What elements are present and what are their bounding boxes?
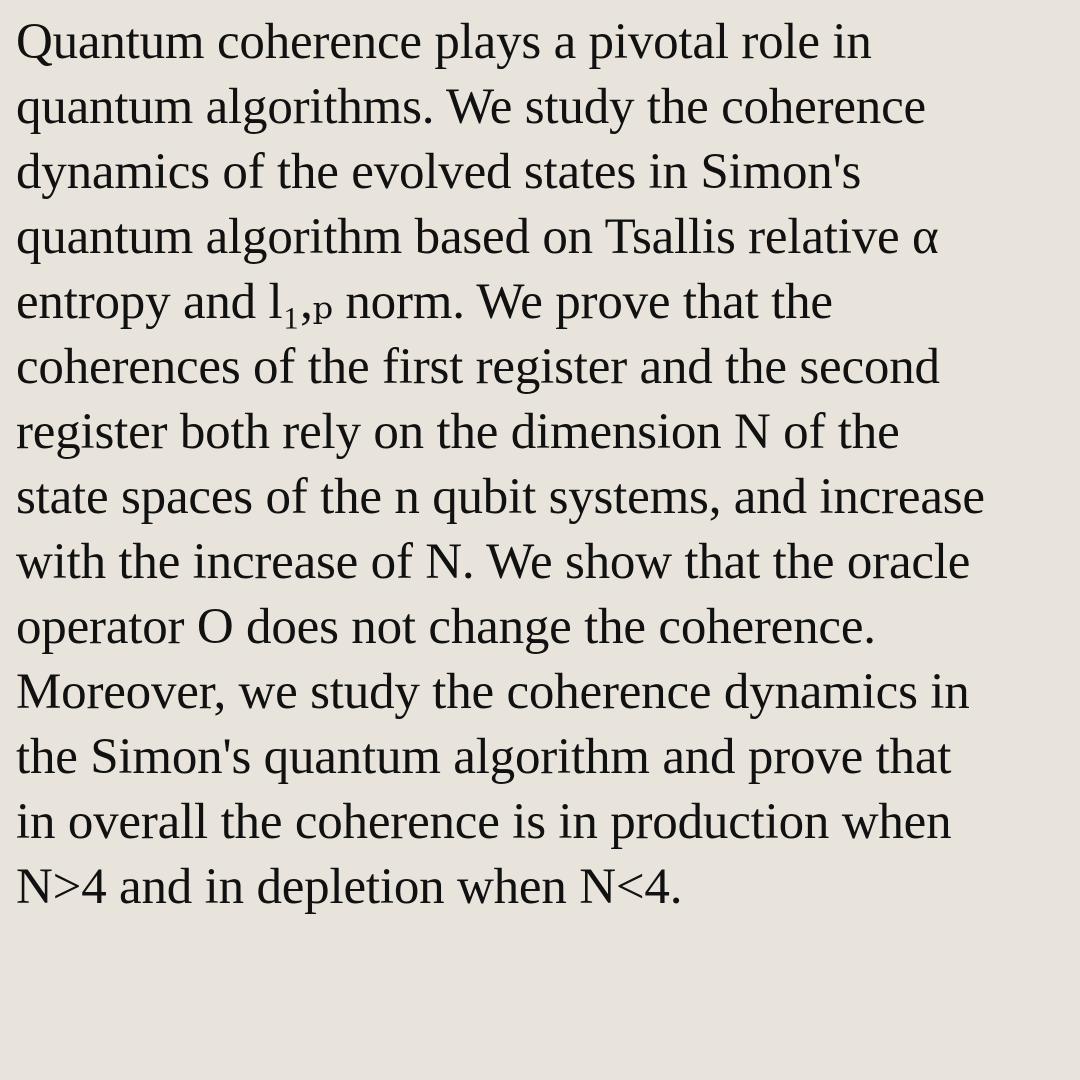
abstract-line-11: Moreover, we study the coherence dynamics in — [16, 664, 970, 720]
abstract-text — [16, 10, 1076, 920]
abstract-line-9: with the increase of N. We show that the oracle — [16, 534, 971, 590]
abstract-line-3: dynamics of the evolved states in Simon's — [16, 144, 862, 200]
abstract-line-8: state spaces of the n qubit systems, and increase — [16, 469, 985, 525]
abstract-line-6: coherences of the first register and the second — [16, 339, 940, 395]
abstract-line-10: operator O does not change the coherence. — [16, 599, 876, 655]
abstract-line-14: N>4 and in depletion when N<4. — [16, 859, 683, 915]
abstract-line-12: the Simon's quantum algorithm and prove that — [16, 729, 952, 785]
abstract-line-5: entropy and l₁,ₚ norm. We prove that the — [16, 274, 833, 330]
abstract-line-1: Quantum coherence plays a pivotal role in — [16, 14, 872, 70]
abstract-line-13: in overall the coherence is in production when — [16, 794, 952, 850]
abstract-line-7: register both rely on the dimension N of the — [16, 404, 900, 460]
abstract-line-4: quantum algorithm based on Tsallis relative α — [16, 209, 939, 265]
abstract-line-2: quantum algorithms. We study the coherence — [16, 79, 926, 135]
